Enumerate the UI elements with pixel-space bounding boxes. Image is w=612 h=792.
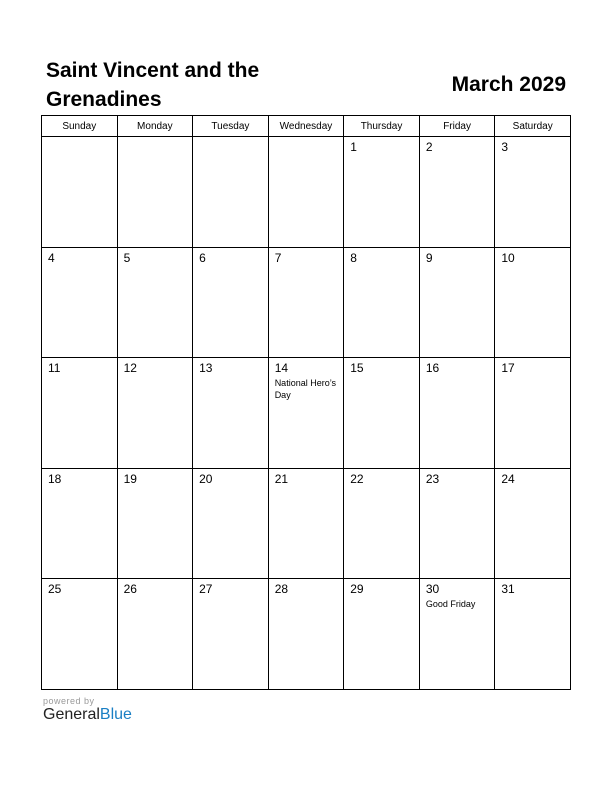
day-number: 19: [123, 471, 137, 486]
weekday-saturday: Saturday: [495, 116, 571, 137]
weekday-wednesday: Wednesday: [268, 116, 344, 137]
day-cell: [495, 579, 571, 690]
day-cell: [344, 137, 420, 248]
day-cell: [42, 468, 118, 579]
day-cell: [117, 468, 193, 579]
week-row: [42, 579, 571, 690]
day-cell: [42, 358, 118, 469]
day-number: 18: [48, 471, 62, 486]
calendar-grid: [41, 115, 571, 690]
day-number: 2: [425, 140, 433, 154]
day-number: 28: [274, 582, 289, 597]
day-cell: [117, 247, 193, 358]
day-number: 4: [48, 250, 55, 265]
day-cell: [193, 468, 269, 579]
week-row: [42, 358, 571, 469]
day-cell: [42, 579, 118, 690]
day-number: 9: [425, 250, 433, 265]
brand-blue: Blue: [99, 706, 132, 723]
day-cell: [193, 579, 269, 690]
holiday-label: National Hero’s Day: [274, 378, 337, 401]
day-cell: [419, 247, 495, 358]
weekday-tuesday: Tuesday: [193, 116, 269, 137]
day-number: 30: [425, 582, 440, 597]
powered-by-text: powered by: [43, 696, 95, 706]
month-title: March 2029: [451, 73, 566, 96]
day-number: 13: [199, 361, 213, 376]
weekday-friday: Friday: [419, 116, 495, 137]
day-number: 10: [501, 250, 515, 265]
day-cell: [419, 358, 495, 469]
day-number: 20: [199, 471, 213, 486]
day-cell: [193, 247, 269, 358]
day-number: 12: [123, 361, 137, 376]
day-cell: [495, 137, 571, 248]
day-cell: [193, 137, 269, 248]
weekday-header-row: [42, 116, 571, 137]
day-cell: [495, 468, 571, 579]
day-number: [42, 137, 117, 140]
day-cell: [495, 247, 571, 358]
day-cell: [419, 137, 495, 248]
day-number: 24: [501, 471, 515, 486]
country-title: Saint Vincent and the Grenadines: [46, 59, 260, 111]
day-number: [193, 137, 268, 140]
day-number: 14: [274, 361, 289, 376]
day-cell: [42, 137, 118, 248]
day-cell: [419, 579, 495, 690]
day-number: 7: [274, 250, 282, 265]
brand-footer: [43, 696, 132, 724]
day-number: 6: [199, 250, 206, 265]
day-cell: [268, 468, 344, 579]
day-number: 26: [123, 582, 137, 597]
week-row: [42, 468, 571, 579]
weekday-thursday: Thursday: [344, 116, 420, 137]
day-cell: [117, 137, 193, 248]
day-number: 23: [425, 471, 440, 486]
day-number: 17: [501, 361, 515, 376]
day-number: 21: [274, 471, 289, 486]
day-number: 15: [350, 361, 364, 376]
day-number: 29: [350, 582, 364, 597]
weekday-sunday: Sunday: [42, 116, 118, 137]
day-number: 3: [501, 140, 509, 154]
calendar-body: [42, 137, 571, 690]
day-number: 5: [123, 250, 131, 265]
day-cell: [344, 247, 420, 358]
brand-general: General: [43, 706, 100, 723]
day-number: 22: [350, 471, 364, 486]
day-cell: [344, 579, 420, 690]
day-number: 16: [425, 361, 440, 376]
day-cell: [268, 358, 344, 469]
day-number: 31: [501, 582, 515, 597]
day-cell: [344, 468, 420, 579]
day-cell: [268, 579, 344, 690]
day-number: 1: [350, 140, 357, 154]
day-cell: [344, 358, 420, 469]
week-row: [42, 137, 571, 248]
day-number: 25: [48, 582, 62, 597]
holiday-label: Good Friday: [425, 599, 476, 610]
day-cell: [268, 137, 344, 248]
day-number: [269, 137, 344, 140]
weekday-monday: Monday: [117, 116, 193, 137]
week-row: [42, 247, 571, 358]
day-number: 11: [48, 361, 61, 376]
day-cell: [117, 358, 193, 469]
day-cell: [419, 468, 495, 579]
day-cell: [117, 579, 193, 690]
day-number: 27: [199, 582, 213, 597]
day-cell: [42, 247, 118, 358]
day-number: 8: [350, 250, 357, 265]
day-cell: [193, 358, 269, 469]
day-cell: [495, 358, 571, 469]
day-number: [118, 137, 193, 140]
day-cell: [268, 247, 344, 358]
brand-logo: [43, 706, 132, 724]
